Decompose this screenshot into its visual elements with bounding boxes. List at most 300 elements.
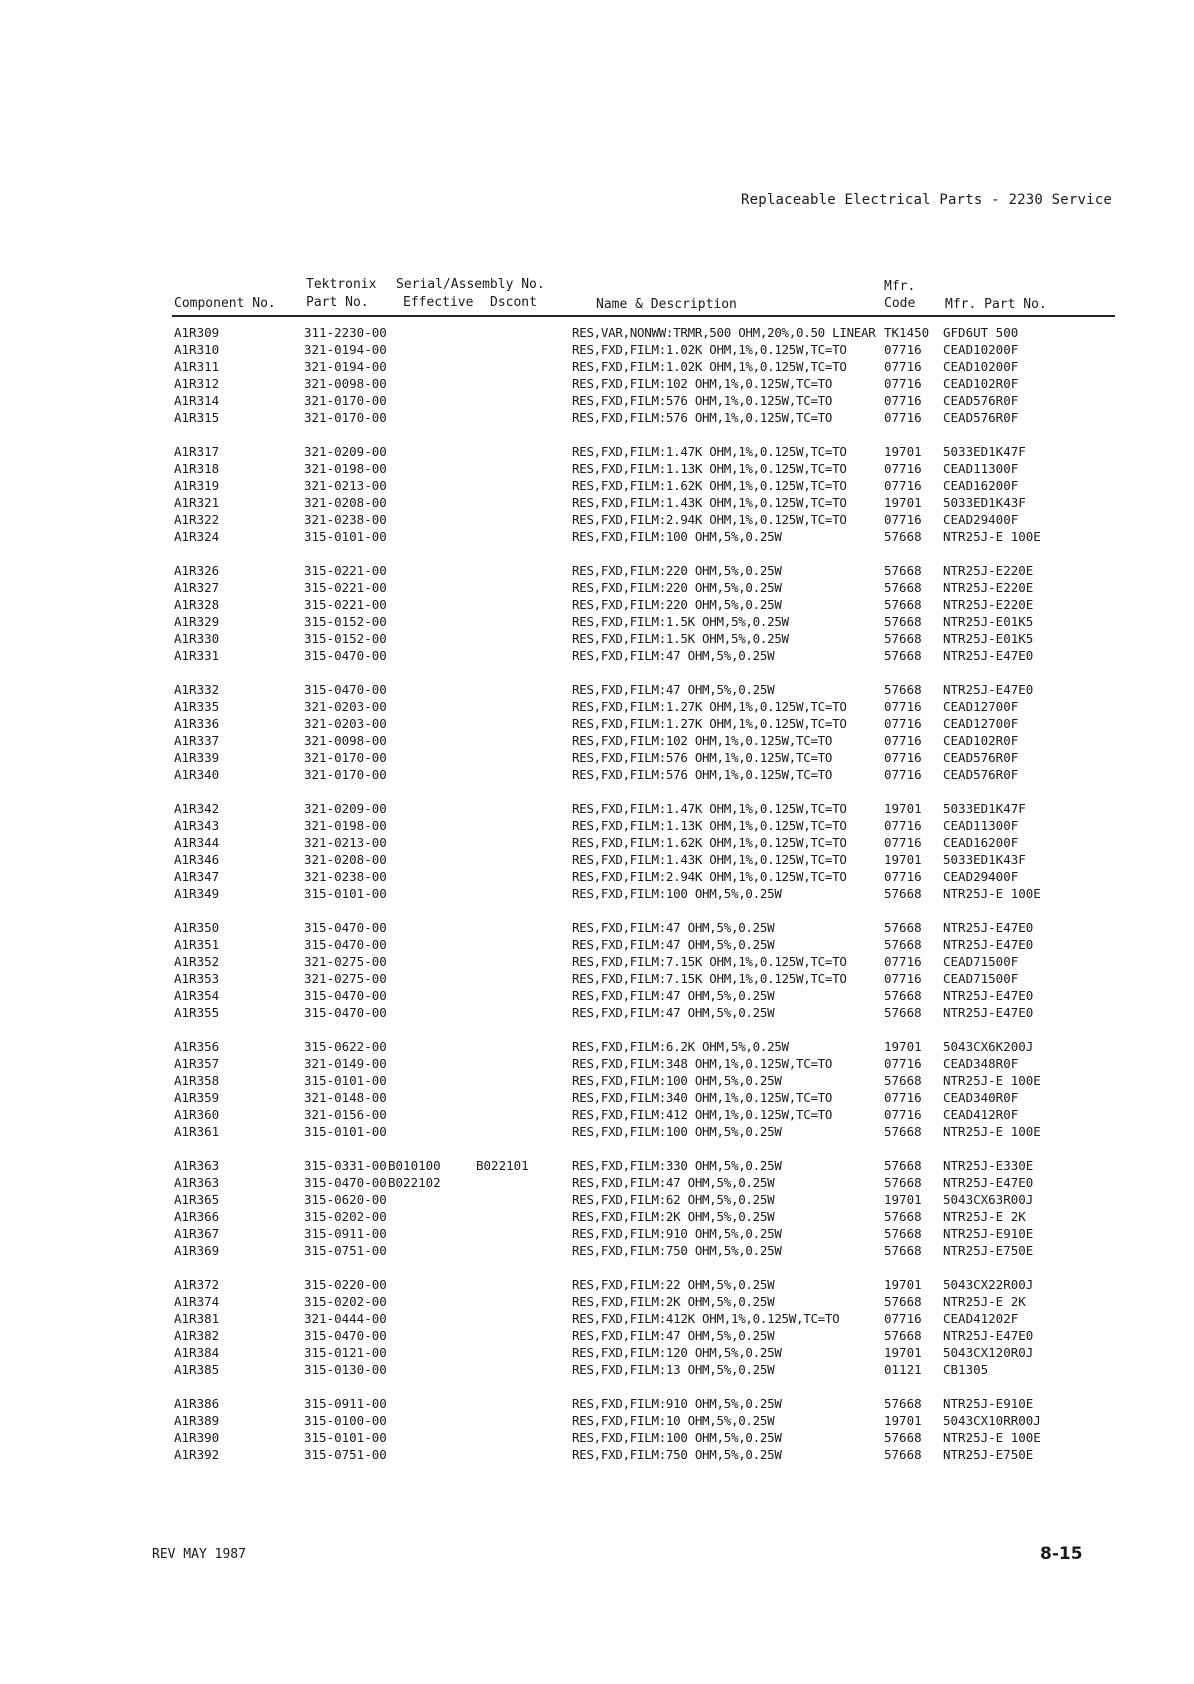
mfr-code: 07716 (884, 342, 922, 357)
part-no: 315-0221-00 (304, 580, 387, 595)
part-no: 315-0202-00 (304, 1209, 387, 1224)
mfr-code: 07716 (884, 393, 922, 408)
component-no: A1R366 (174, 1209, 220, 1224)
component-no: A1R332 (174, 682, 220, 697)
component-no: A1R324 (174, 529, 220, 544)
table-row (0, 1412, 1194, 1429)
parts-group (0, 1395, 1194, 1463)
table-row (0, 579, 1194, 596)
mfr-part-no: CEAD11300F (943, 461, 1019, 476)
table-row (0, 766, 1194, 783)
mfr-code: 57668 (884, 1430, 922, 1445)
mfr-part-no: CEAD576R0F (943, 410, 1019, 425)
mfr-part-no: NTR25J-E330E (943, 1158, 1034, 1173)
table-row (0, 1276, 1194, 1293)
part-no: 315-0101-00 (304, 529, 387, 544)
mfr-part-no: CEAD576R0F (943, 393, 1019, 408)
table-row (0, 358, 1194, 375)
part-no: 315-0101-00 (304, 886, 387, 901)
header-code: Code (884, 296, 916, 311)
page-number: 8-15 (1040, 1544, 1083, 1564)
header-name-description: Name & Description (596, 297, 737, 312)
table-row (0, 987, 1194, 1004)
mfr-code: 07716 (884, 733, 922, 748)
description: RES,FXD,FILM:1.43K OHM,1%,0.125W,TC=TO (572, 852, 847, 867)
part-no: 321-0198-00 (304, 818, 387, 833)
component-no: A1R363 (174, 1158, 220, 1173)
component-no: A1R385 (174, 1362, 220, 1377)
description: RES,FXD,FILM:348 OHM,1%,0.125W,TC=TO (572, 1056, 833, 1071)
table-row (0, 970, 1194, 987)
part-no: 315-0751-00 (304, 1243, 387, 1258)
mfr-part-no: CEAD29400F (943, 512, 1019, 527)
table-row (0, 1038, 1194, 1055)
part-no: 321-0275-00 (304, 971, 387, 986)
table-row (0, 1089, 1194, 1106)
header-rule (172, 315, 1115, 317)
description: RES,FXD,FILM:1.02K OHM,1%,0.125W,TC=TO (572, 359, 847, 374)
component-no: A1R390 (174, 1430, 220, 1445)
description: RES,FXD,FILM:2K OHM,5%,0.25W (572, 1294, 775, 1309)
component-no: A1R336 (174, 716, 220, 731)
mfr-code: 07716 (884, 716, 922, 731)
mfr-part-no: CEAD12700F (943, 716, 1019, 731)
table-row (0, 528, 1194, 545)
header-serial-assembly: Serial/Assembly No. (396, 277, 545, 292)
table-row (0, 715, 1194, 732)
mfr-code: 07716 (884, 376, 922, 391)
mfr-part-no: NTR25J-E 100E (943, 886, 1041, 901)
table-row (0, 749, 1194, 766)
part-no: 321-0098-00 (304, 733, 387, 748)
table-row (0, 919, 1194, 936)
part-no: 321-0098-00 (304, 376, 387, 391)
table-row (0, 936, 1194, 953)
description: RES,FXD,FILM:47 OHM,5%,0.25W (572, 937, 775, 952)
serial-effective: B010100 (388, 1158, 441, 1173)
mfr-part-no: CEAD576R0F (943, 750, 1019, 765)
component-no: A1R312 (174, 376, 220, 391)
mfr-code: 57668 (884, 1124, 922, 1139)
part-no: 321-0275-00 (304, 954, 387, 969)
mfr-code: 57668 (884, 597, 922, 612)
mfr-part-no: NTR25J-E01K5 (943, 614, 1034, 629)
mfr-code: 19701 (884, 495, 922, 510)
mfr-code: 57668 (884, 1294, 922, 1309)
header-mfr-part-no: Mfr. Part No. (945, 297, 1047, 312)
component-no: A1R340 (174, 767, 220, 782)
component-no: A1R315 (174, 410, 220, 425)
component-no: A1R352 (174, 954, 220, 969)
part-no: 315-0130-00 (304, 1362, 387, 1377)
component-no: A1R337 (174, 733, 220, 748)
description: RES,FXD,FILM:330 OHM,5%,0.25W (572, 1158, 782, 1173)
mfr-part-no: CEAD16200F (943, 835, 1019, 850)
description: RES,FXD,FILM:412K OHM,1%,0.125W,TC=TO (572, 1311, 840, 1326)
description: RES,FXD,FILM:2.94K OHM,1%,0.125W,TC=TO (572, 869, 847, 884)
parts-group (0, 324, 1194, 426)
mfr-part-no: NTR25J-E220E (943, 580, 1034, 595)
component-no: A1R355 (174, 1005, 220, 1020)
table-row (0, 885, 1194, 902)
header-component-no: Component No. (174, 296, 276, 311)
description: RES,FXD,FILM:47 OHM,5%,0.25W (572, 648, 775, 663)
description: RES,FXD,FILM:340 OHM,1%,0.125W,TC=TO (572, 1090, 833, 1105)
component-no: A1R310 (174, 342, 220, 357)
part-no: 315-0620-00 (304, 1192, 387, 1207)
part-no: 315-0751-00 (304, 1447, 387, 1462)
header-dscont: Dscont (490, 295, 537, 310)
part-no: 321-0156-00 (304, 1107, 387, 1122)
mfr-part-no: NTR25J-E47E0 (943, 1175, 1034, 1190)
table-row (0, 324, 1194, 341)
description: RES,FXD,FILM:1.43K OHM,1%,0.125W,TC=TO (572, 495, 847, 510)
part-no: 315-0470-00 (304, 1005, 387, 1020)
mfr-part-no: NTR25J-E 100E (943, 1073, 1041, 1088)
mfr-part-no: 5043CX120R0J (943, 1345, 1034, 1360)
mfr-code: 57668 (884, 580, 922, 595)
part-no: 315-0101-00 (304, 1073, 387, 1088)
table-row (0, 817, 1194, 834)
description: RES,FXD,FILM:576 OHM,1%,0.125W,TC=TO (572, 750, 833, 765)
description: RES,FXD,FILM:10 OHM,5%,0.25W (572, 1413, 775, 1428)
parts-group (0, 1276, 1194, 1378)
table-row (0, 477, 1194, 494)
component-no: A1R314 (174, 393, 220, 408)
mfr-code: 57668 (884, 682, 922, 697)
mfr-part-no: NTR25J-E220E (943, 597, 1034, 612)
table-row (0, 851, 1194, 868)
part-no: 315-0121-00 (304, 1345, 387, 1360)
description: RES,FXD,FILM:47 OHM,5%,0.25W (572, 1175, 775, 1190)
mfr-part-no: 5033ED1K43F (943, 852, 1026, 867)
part-no: 315-0220-00 (304, 1277, 387, 1292)
table-row (0, 1072, 1194, 1089)
table-row (0, 698, 1194, 715)
parts-group (0, 681, 1194, 783)
component-no: A1R374 (174, 1294, 220, 1309)
component-no: A1R392 (174, 1447, 220, 1462)
mfr-code: 57668 (884, 1243, 922, 1258)
mfr-code: 07716 (884, 971, 922, 986)
table-row (0, 1310, 1194, 1327)
mfr-code: 07716 (884, 954, 922, 969)
component-no: A1R322 (174, 512, 220, 527)
description: RES,FXD,FILM:576 OHM,1%,0.125W,TC=TO (572, 767, 833, 782)
table-row (0, 1208, 1194, 1225)
description: RES,FXD,FILM:412 OHM,1%,0.125W,TC=TO (572, 1107, 833, 1122)
mfr-part-no: NTR25J-E750E (943, 1243, 1034, 1258)
component-no: A1R353 (174, 971, 220, 986)
description: RES,FXD,FILM:576 OHM,1%,0.125W,TC=TO (572, 410, 833, 425)
description: RES,FXD,FILM:13 OHM,5%,0.25W (572, 1362, 775, 1377)
mfr-part-no: CEAD576R0F (943, 767, 1019, 782)
component-no: A1R344 (174, 835, 220, 850)
mfr-part-no: CEAD102R0F (943, 376, 1019, 391)
part-no: 321-0203-00 (304, 699, 387, 714)
table-row (0, 511, 1194, 528)
serial-effective: B022102 (388, 1175, 441, 1190)
description: RES,FXD,FILM:1.47K OHM,1%,0.125W,TC=TO (572, 444, 847, 459)
table-row (0, 630, 1194, 647)
part-no: 321-0209-00 (304, 801, 387, 816)
mfr-part-no: CEAD348R0F (943, 1056, 1019, 1071)
mfr-part-no: CEAD12700F (943, 699, 1019, 714)
mfr-part-no: NTR25J-E 100E (943, 1430, 1041, 1445)
component-no: A1R361 (174, 1124, 220, 1139)
header-tektronix: Tektronix (306, 277, 377, 292)
description: RES,FXD,FILM:576 OHM,1%,0.125W,TC=TO (572, 393, 833, 408)
mfr-code: 57668 (884, 886, 922, 901)
table-row (0, 1293, 1194, 1310)
part-no: 321-0238-00 (304, 512, 387, 527)
description: RES,FXD,FILM:1.62K OHM,1%,0.125W,TC=TO (572, 835, 847, 850)
description: RES,FXD,FILM:7.15K OHM,1%,0.125W,TC=TO (572, 971, 847, 986)
description: RES,FXD,FILM:47 OHM,5%,0.25W (572, 1328, 775, 1343)
table-row (0, 868, 1194, 885)
mfr-code: 07716 (884, 512, 922, 527)
description: RES,FXD,FILM:1.02K OHM,1%,0.125W,TC=TO (572, 342, 847, 357)
part-no: 315-0152-00 (304, 631, 387, 646)
mfr-code: 07716 (884, 699, 922, 714)
mfr-code: 19701 (884, 1345, 922, 1360)
description: RES,FXD,FILM:100 OHM,5%,0.25W (572, 1430, 782, 1445)
component-no: A1R309 (174, 325, 220, 340)
mfr-part-no: CEAD10200F (943, 359, 1019, 374)
part-no: 321-0208-00 (304, 852, 387, 867)
component-no: A1R327 (174, 580, 220, 595)
parts-group (0, 800, 1194, 902)
part-no: 321-0170-00 (304, 393, 387, 408)
table-row (0, 1174, 1194, 1191)
table-row (0, 596, 1194, 613)
mfr-code: 57668 (884, 614, 922, 629)
mfr-part-no: 5033ED1K47F (943, 801, 1026, 816)
mfr-code: 19701 (884, 1192, 922, 1207)
part-no: 315-0221-00 (304, 563, 387, 578)
table-row (0, 392, 1194, 409)
parts-group (0, 443, 1194, 545)
description: RES,FXD,FILM:1.27K OHM,1%,0.125W,TC=TO (572, 699, 847, 714)
mfr-code: 57668 (884, 988, 922, 1003)
description: RES,VAR,NONWW:TRMR,500 OHM,20%,0.50 LINEAR (572, 325, 876, 340)
part-no: 311-2230-00 (304, 325, 387, 340)
part-no: 315-0101-00 (304, 1124, 387, 1139)
part-no: 321-0170-00 (304, 750, 387, 765)
description: RES,FXD,FILM:100 OHM,5%,0.25W (572, 1073, 782, 1088)
mfr-code: 07716 (884, 1311, 922, 1326)
description: RES,FXD,FILM:100 OHM,5%,0.25W (572, 886, 782, 901)
table-row (0, 1106, 1194, 1123)
mfr-part-no: CEAD71500F (943, 954, 1019, 969)
part-no: 315-0152-00 (304, 614, 387, 629)
part-no: 315-0470-00 (304, 1175, 387, 1190)
description: RES,FXD,FILM:910 OHM,5%,0.25W (572, 1226, 782, 1241)
table-row (0, 1361, 1194, 1378)
mfr-code: 07716 (884, 410, 922, 425)
part-no: 321-0209-00 (304, 444, 387, 459)
description: RES,FXD,FILM:22 OHM,5%,0.25W (572, 1277, 775, 1292)
mfr-code: 07716 (884, 835, 922, 850)
parts-group (0, 1038, 1194, 1140)
mfr-part-no: 5043CX6K200J (943, 1039, 1034, 1054)
description: RES,FXD,FILM:220 OHM,5%,0.25W (572, 580, 782, 595)
description: RES,FXD,FILM:1.13K OHM,1%,0.125W,TC=TO (572, 461, 847, 476)
revision-date: REV MAY 1987 (152, 1547, 246, 1562)
mfr-part-no: NTR25J-E47E0 (943, 937, 1034, 952)
mfr-part-no: NTR25J-E 100E (943, 529, 1041, 544)
part-no: 321-0213-00 (304, 835, 387, 850)
component-no: A1R321 (174, 495, 220, 510)
mfr-part-no: NTR25J-E47E0 (943, 1328, 1034, 1343)
description: RES,FXD,FILM:1.62K OHM,1%,0.125W,TC=TO (572, 478, 847, 493)
description: RES,FXD,FILM:1.47K OHM,1%,0.125W,TC=TO (572, 801, 847, 816)
mfr-code: TK1450 (884, 325, 930, 340)
parts-group (0, 1157, 1194, 1259)
component-no: A1R369 (174, 1243, 220, 1258)
component-no: A1R372 (174, 1277, 220, 1292)
part-no: 321-0170-00 (304, 767, 387, 782)
table-row (0, 800, 1194, 817)
mfr-code: 19701 (884, 852, 922, 867)
mfr-code: 07716 (884, 461, 922, 476)
description: RES,FXD,FILM:1.5K OHM,5%,0.25W (572, 631, 789, 646)
table-row (0, 460, 1194, 477)
mfr-part-no: NTR25J-E 100E (943, 1124, 1041, 1139)
mfr-code: 57668 (884, 1005, 922, 1020)
component-no: A1R343 (174, 818, 220, 833)
component-no: A1R360 (174, 1107, 220, 1122)
mfr-part-no: CEAD16200F (943, 478, 1019, 493)
table-row (0, 1429, 1194, 1446)
mfr-part-no: NTR25J-E47E0 (943, 1005, 1034, 1020)
part-no: 315-0221-00 (304, 597, 387, 612)
table-row (0, 1344, 1194, 1361)
mfr-code: 07716 (884, 1056, 922, 1071)
table-row (0, 1123, 1194, 1140)
description: RES,FXD,FILM:1.13K OHM,1%,0.125W,TC=TO (572, 818, 847, 833)
mfr-part-no: CB1305 (943, 1362, 989, 1377)
mfr-code: 57668 (884, 1328, 922, 1343)
mfr-part-no: NTR25J-E47E0 (943, 920, 1034, 935)
description: RES,FXD,FILM:120 OHM,5%,0.25W (572, 1345, 782, 1360)
part-no: 321-0194-00 (304, 359, 387, 374)
component-no: A1R350 (174, 920, 220, 935)
part-no: 321-0203-00 (304, 716, 387, 731)
part-no: 315-0331-00 (304, 1158, 387, 1173)
running-header: Replaceable Electrical Parts - 2230 Service (740, 192, 1112, 208)
mfr-code: 07716 (884, 818, 922, 833)
mfr-code: 07716 (884, 1107, 922, 1122)
component-no: A1R317 (174, 444, 220, 459)
table-row (0, 681, 1194, 698)
mfr-code: 57668 (884, 563, 922, 578)
component-no: A1R351 (174, 937, 220, 952)
mfr-code: 57668 (884, 937, 922, 952)
parts-group (0, 562, 1194, 664)
mfr-code: 07716 (884, 359, 922, 374)
header-mfr: Mfr. (884, 279, 916, 294)
mfr-part-no: CEAD10200F (943, 342, 1019, 357)
description: RES,FXD,FILM:47 OHM,5%,0.25W (572, 1005, 775, 1020)
mfr-part-no: NTR25J-E01K5 (943, 631, 1034, 646)
table-row (0, 613, 1194, 630)
part-no: 315-0470-00 (304, 988, 387, 1003)
component-no: A1R328 (174, 597, 220, 612)
mfr-part-no: GFD6UT 500 (943, 325, 1019, 340)
mfr-part-no: CEAD340R0F (943, 1090, 1019, 1105)
header-effective: Effective (403, 295, 474, 310)
header-part-no: Part No. (306, 295, 369, 310)
description: RES,FXD,FILM:910 OHM,5%,0.25W (572, 1396, 782, 1411)
mfr-code: 07716 (884, 750, 922, 765)
mfr-code: 07716 (884, 869, 922, 884)
mfr-code: 01121 (884, 1362, 922, 1377)
mfr-part-no: NTR25J-E750E (943, 1447, 1034, 1462)
table-row (0, 953, 1194, 970)
mfr-part-no: CEAD102R0F (943, 733, 1019, 748)
table-row (0, 1004, 1194, 1021)
component-no: A1R356 (174, 1039, 220, 1054)
mfr-part-no: NTR25J-E220E (943, 563, 1034, 578)
description: RES,FXD,FILM:220 OHM,5%,0.25W (572, 563, 782, 578)
mfr-part-no: 5043CX22R00J (943, 1277, 1034, 1292)
component-no: A1R357 (174, 1056, 220, 1071)
component-no: A1R346 (174, 852, 220, 867)
component-no: A1R354 (174, 988, 220, 1003)
part-no: 315-0100-00 (304, 1413, 387, 1428)
part-no: 315-0911-00 (304, 1226, 387, 1241)
mfr-part-no: CEAD11300F (943, 818, 1019, 833)
component-no: A1R358 (174, 1073, 220, 1088)
description: RES,FXD,FILM:750 OHM,5%,0.25W (572, 1447, 782, 1462)
component-no: A1R382 (174, 1328, 220, 1343)
part-no: 321-0170-00 (304, 410, 387, 425)
component-no: A1R342 (174, 801, 220, 816)
table-row (0, 443, 1194, 460)
mfr-code: 07716 (884, 767, 922, 782)
table-row (0, 1327, 1194, 1344)
table-row (0, 1055, 1194, 1072)
description: RES,FXD,FILM:100 OHM,5%,0.25W (572, 529, 782, 544)
component-no: A1R339 (174, 750, 220, 765)
mfr-part-no: CEAD412R0F (943, 1107, 1019, 1122)
component-no: A1R363 (174, 1175, 220, 1190)
component-no: A1R329 (174, 614, 220, 629)
mfr-code: 19701 (884, 1039, 922, 1054)
component-no: A1R330 (174, 631, 220, 646)
part-no: 315-0470-00 (304, 648, 387, 663)
part-no: 315-0470-00 (304, 937, 387, 952)
part-no: 321-0444-00 (304, 1311, 387, 1326)
description: RES,FXD,FILM:47 OHM,5%,0.25W (572, 988, 775, 1003)
part-no: 321-0149-00 (304, 1056, 387, 1071)
component-no: A1R389 (174, 1413, 220, 1428)
mfr-code: 07716 (884, 478, 922, 493)
mfr-part-no: NTR25J-E47E0 (943, 988, 1034, 1003)
description: RES,FXD,FILM:6.2K OHM,5%,0.25W (572, 1039, 789, 1054)
table-row (0, 375, 1194, 392)
mfr-code: 57668 (884, 1447, 922, 1462)
mfr-part-no: NTR25J-E 2K (943, 1294, 1026, 1309)
serial-dscont: B022101 (476, 1158, 529, 1173)
part-no: 321-0238-00 (304, 869, 387, 884)
description: RES,FXD,FILM:102 OHM,1%,0.125W,TC=TO (572, 376, 833, 391)
table-row (0, 1242, 1194, 1259)
table-row (0, 1395, 1194, 1412)
mfr-part-no: NTR25J-E 2K (943, 1209, 1026, 1224)
part-no: 315-0470-00 (304, 682, 387, 697)
